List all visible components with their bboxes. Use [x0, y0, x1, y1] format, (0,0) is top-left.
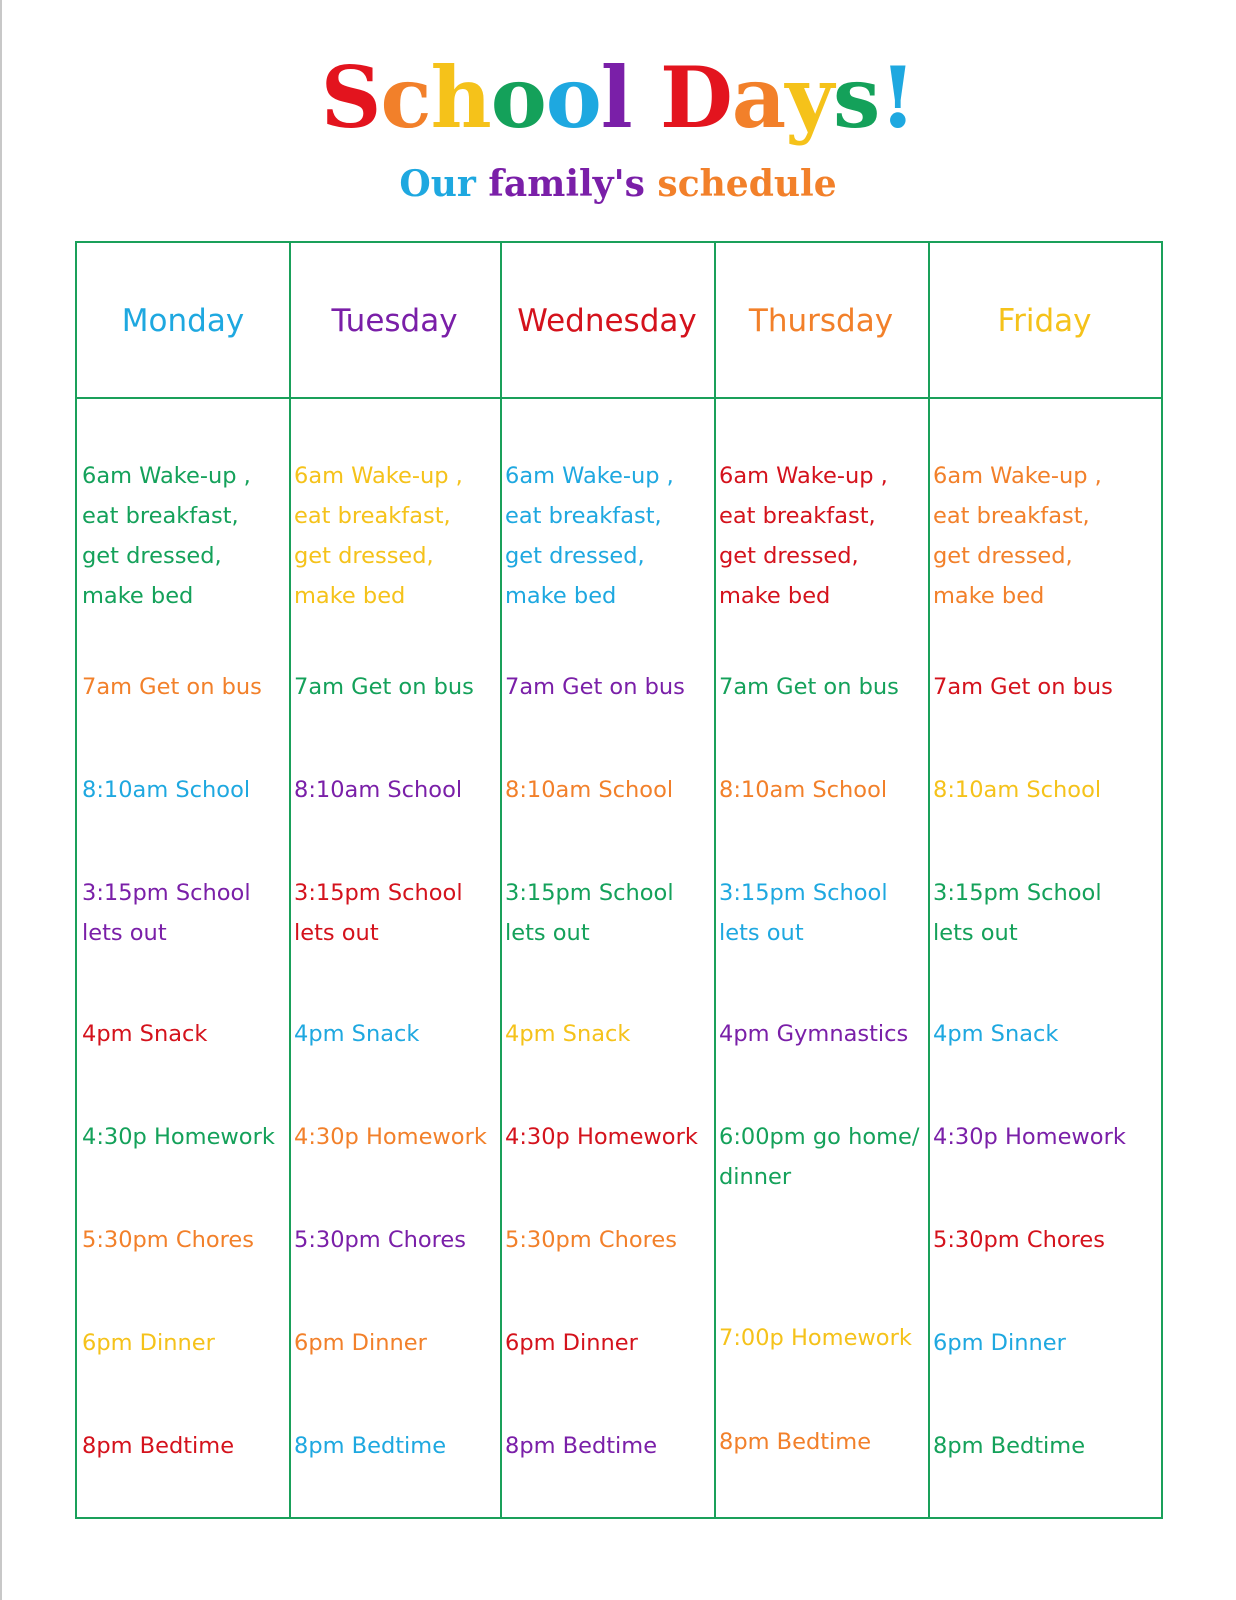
- schedule-entry: 8:10am School: [505, 777, 674, 803]
- column-divider: [289, 243, 291, 1517]
- title-letter: S: [320, 48, 381, 147]
- schedule-entry: 8:10am School: [82, 777, 251, 803]
- schedule-entry: 8:10am School: [294, 777, 463, 803]
- schedule-entry: 3:15pm School lets out: [294, 880, 463, 946]
- page-edge: [0, 0, 2, 1600]
- schedule-entry: 7am Get on bus: [294, 674, 474, 700]
- schedule-entry: 8:10am School: [933, 777, 1102, 803]
- page-subtitle: [0, 160, 1236, 208]
- schedule-entry: 4:30p Homework: [933, 1124, 1126, 1150]
- schedule-entry: 5:30pm Chores: [933, 1227, 1105, 1253]
- schedule-entry: 4pm Snack: [82, 1021, 208, 1047]
- schedule-entry: 6am Wake-up , eat breakfast, get dressed, make bed: [505, 463, 674, 609]
- title-letter: [632, 48, 660, 148]
- schedule-entry: 6pm Dinner: [505, 1330, 638, 1356]
- schedule-entry: 3:15pm School lets out: [505, 880, 674, 946]
- title-letter: y: [785, 48, 834, 147]
- title-letter: h: [430, 48, 491, 147]
- title-letter: l: [600, 48, 632, 147]
- schedule-entry: 3:15pm School lets out: [933, 880, 1102, 946]
- column-divider: [500, 243, 502, 1517]
- schedule-entry: 8pm Bedtime: [82, 1433, 235, 1459]
- schedule-entry: 4pm Snack: [294, 1021, 420, 1047]
- schedule-entry: 7am Get on bus: [505, 674, 685, 700]
- schedule-entry: 4pm Snack: [933, 1021, 1059, 1047]
- schedule-entry: 6pm Dinner: [933, 1330, 1066, 1356]
- day-header-tuesday: Tuesday: [331, 303, 458, 339]
- title-letter: o: [490, 48, 546, 147]
- schedule-entry: 4:30p Homework: [294, 1124, 487, 1150]
- title-letter: !: [879, 48, 916, 147]
- title-letter: o: [545, 48, 601, 147]
- day-header-thursday: Thursday: [748, 303, 894, 339]
- day-header-wednesday: Wednesday: [517, 303, 697, 339]
- schedule-entry: 6:00pm go home/ dinner: [719, 1124, 920, 1190]
- title-letter: c: [380, 48, 431, 147]
- schedule-entry: 6pm Dinner: [294, 1330, 427, 1356]
- page-title: [0, 48, 1236, 148]
- schedule-entry: 4:30p Homework: [505, 1124, 698, 1150]
- column-divider: [714, 243, 716, 1517]
- schedule-entry: 8pm Bedtime: [933, 1433, 1086, 1459]
- day-header-friday: Friday: [997, 303, 1092, 339]
- schedule-entry: 7am Get on bus: [719, 674, 899, 700]
- schedule-entry: 5:30pm Chores: [505, 1227, 677, 1253]
- schedule-entry: 8pm Bedtime: [719, 1429, 872, 1455]
- subtitle-part: Our: [399, 163, 489, 205]
- schedule-entry: 4pm Snack: [505, 1021, 631, 1047]
- schedule-entry: 8:10am School: [719, 777, 888, 803]
- day-header-monday: Monday: [121, 303, 245, 339]
- schedule-entry: 6am Wake-up , eat breakfast, get dressed, make bed: [719, 463, 888, 609]
- schedule-entry: 6am Wake-up , eat breakfast, get dressed, make bed: [933, 463, 1102, 609]
- title-letter: s: [833, 48, 880, 147]
- title-letter: a: [731, 48, 786, 147]
- schedule-entry: 8pm Bedtime: [294, 1433, 447, 1459]
- schedule-entry: 4:30p Homework: [82, 1124, 275, 1150]
- schedule-entry: 7am Get on bus: [933, 674, 1113, 700]
- schedule-entry: 6am Wake-up , eat breakfast, get dressed, make bed: [82, 463, 251, 609]
- column-divider: [928, 243, 930, 1517]
- schedule-entry: 4pm Gymnastics: [719, 1021, 909, 1047]
- subtitle-part: family's: [488, 163, 658, 205]
- title-letter: D: [659, 48, 732, 147]
- schedule-entry: 8pm Bedtime: [505, 1433, 658, 1459]
- subtitle-part: schedule: [657, 163, 837, 205]
- schedule-entry: 5:30pm Chores: [294, 1227, 466, 1253]
- schedule-entry: 7am Get on bus: [82, 674, 262, 700]
- schedule-entry: 6pm Dinner: [82, 1330, 215, 1356]
- schedule-entry: 3:15pm School lets out: [82, 880, 251, 946]
- schedule-entry: 6am Wake-up , eat breakfast, get dressed, make bed: [294, 463, 463, 609]
- schedule-entry: 7:00p Homework: [719, 1325, 912, 1351]
- schedule-table: [75, 241, 1163, 1519]
- schedule-entry: 3:15pm School lets out: [719, 880, 888, 946]
- schedule-entry: 5:30pm Chores: [82, 1227, 254, 1253]
